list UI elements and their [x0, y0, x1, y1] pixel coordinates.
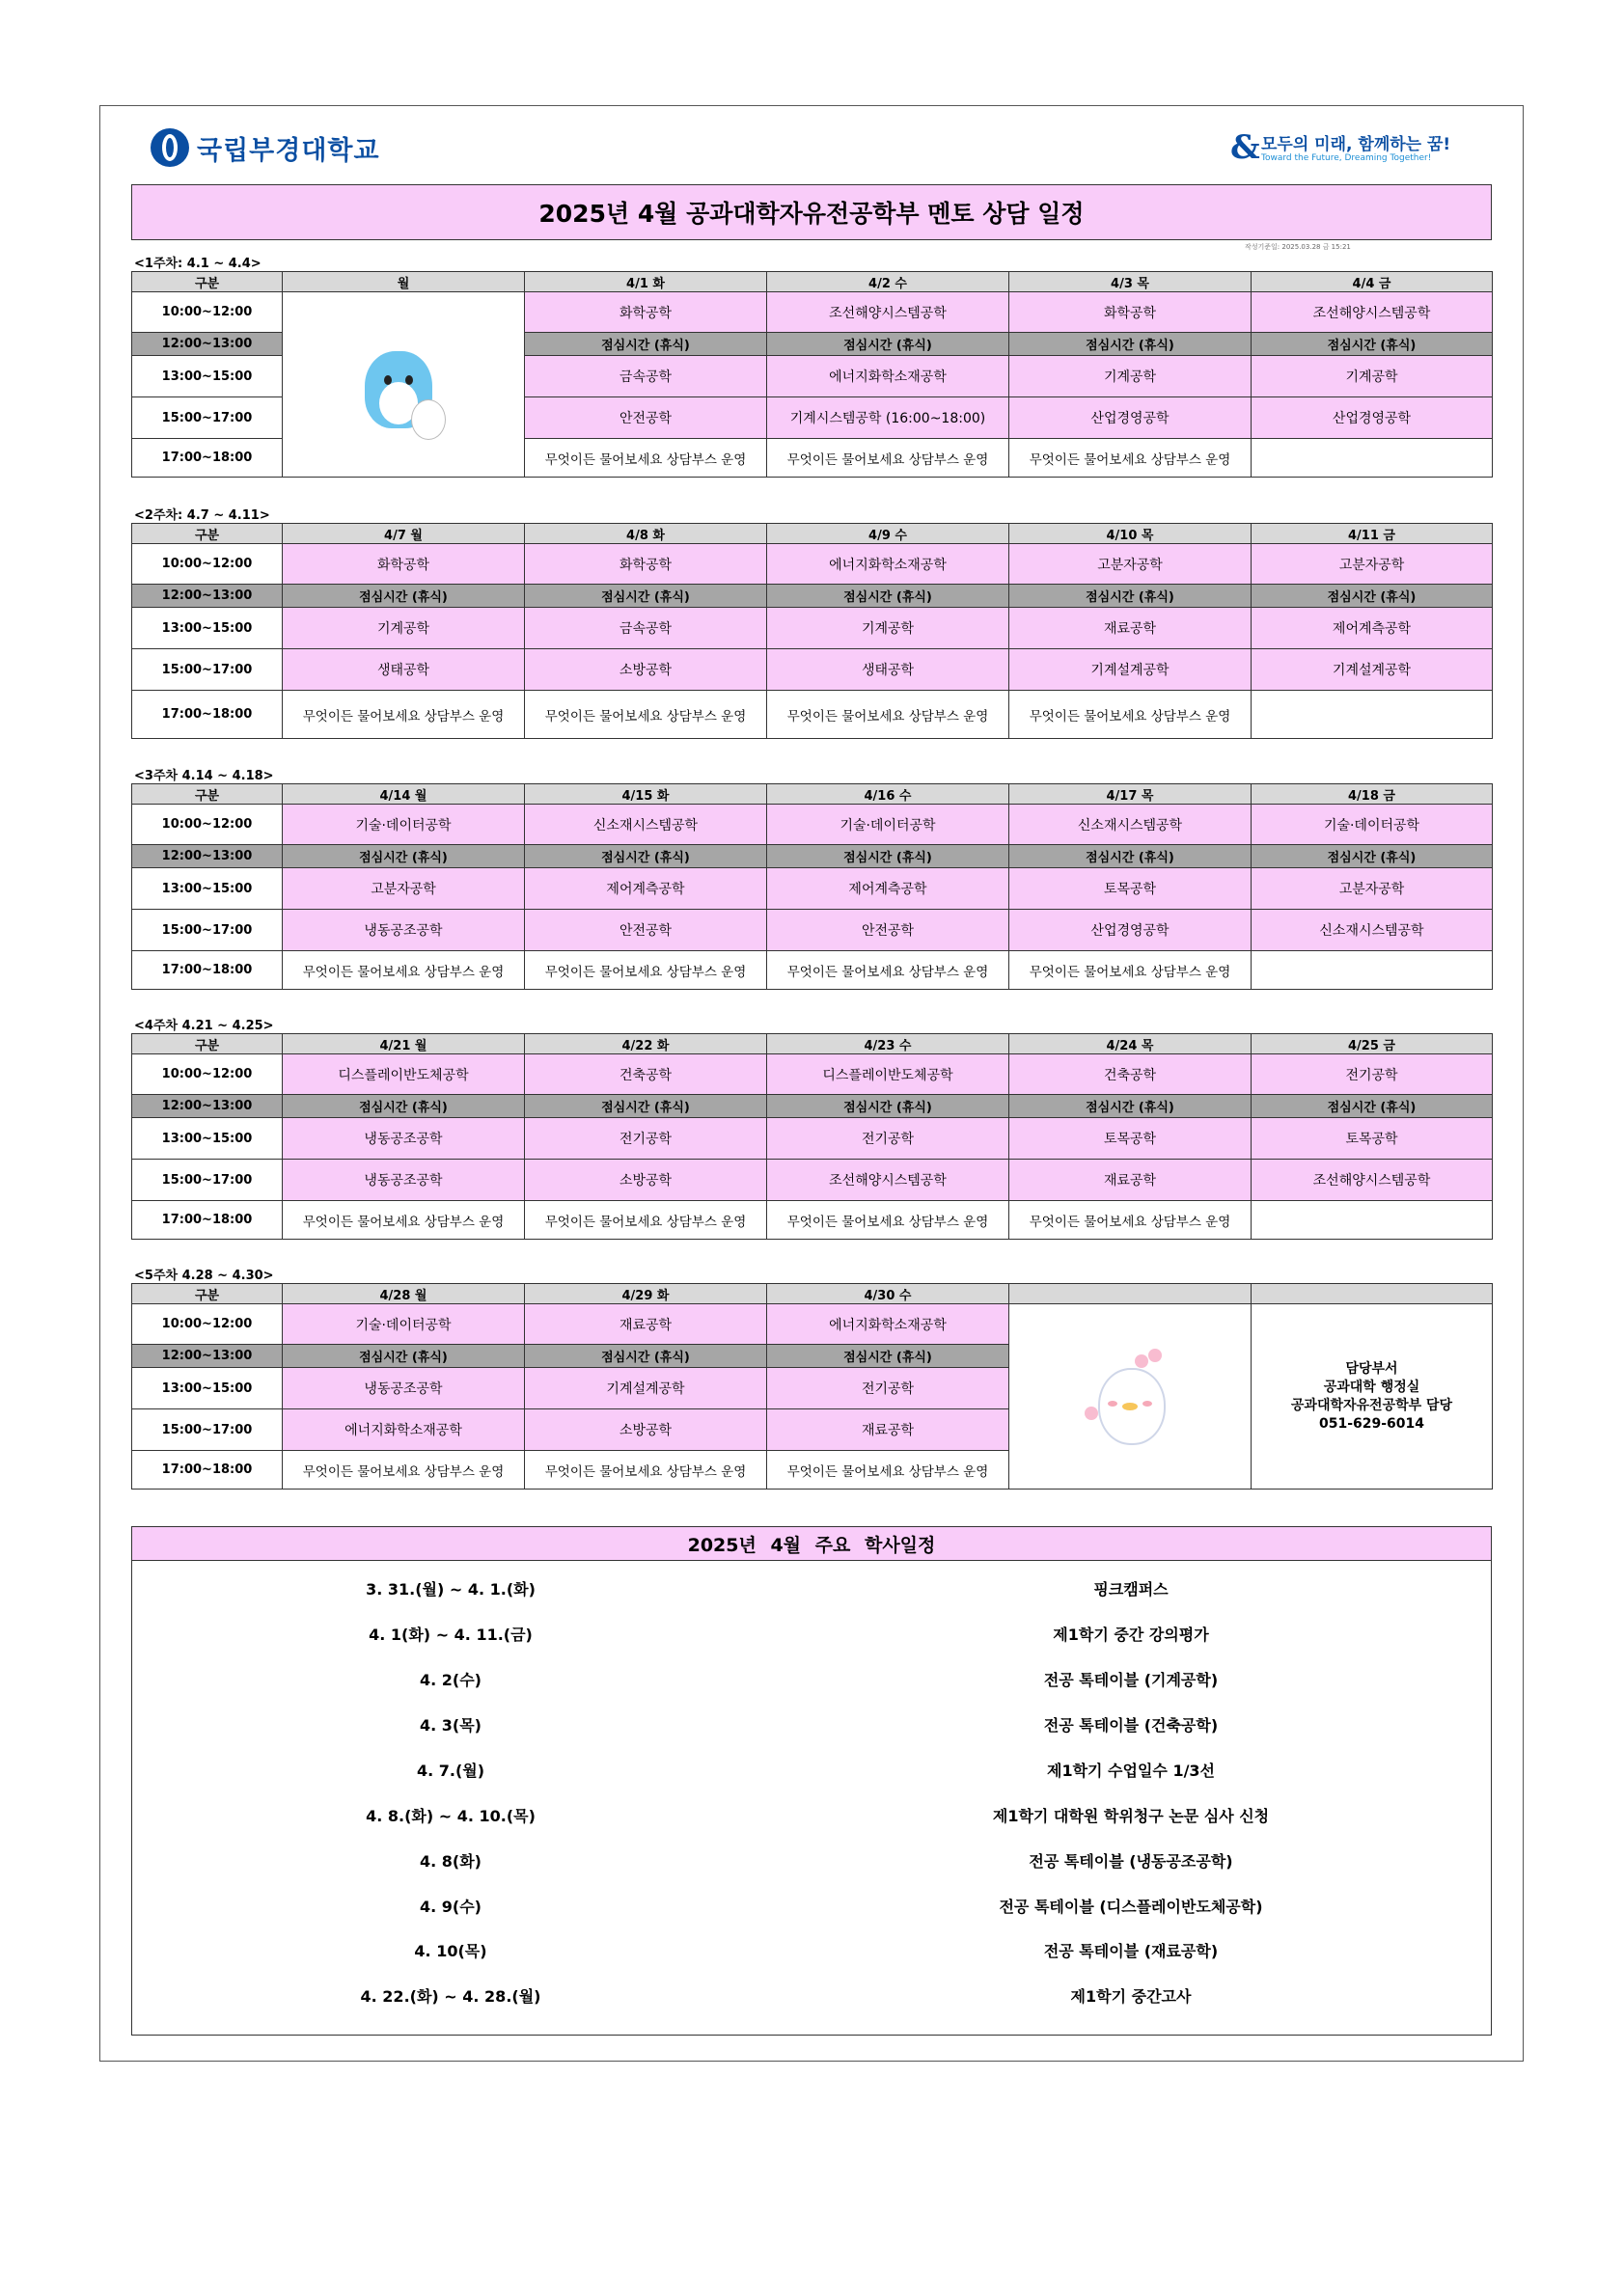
column-header: 구분: [132, 784, 283, 805]
mentor-major-cell: 신소재시스템공학: [1009, 805, 1252, 845]
column-header: 구분: [132, 524, 283, 544]
mentor-major-cell: 에너지화학소재공학: [283, 1409, 525, 1451]
lunch-row: [132, 585, 1493, 608]
time-slot-cell: 13:00~15:00: [132, 1368, 283, 1409]
lunch-cell: 점심시간 (휴식): [1009, 845, 1252, 868]
column-header: 4/16 수: [767, 784, 1009, 805]
time-slot-cell: 13:00~15:00: [132, 868, 283, 910]
time-slot-cell: 13:00~15:00: [132, 608, 283, 649]
table-header-row: [132, 524, 1493, 544]
page-title: 2025년 4월 공과대학자유전공학부 멘토 상담 일정: [131, 184, 1492, 240]
contact-cell: [1252, 1304, 1493, 1490]
mentor-major-cell: 재료공학: [767, 1409, 1009, 1451]
column-header: 4/2 수: [767, 272, 1009, 292]
academic-date: 4. 22.(화) ~ 4. 28.(월): [360, 1987, 541, 2006]
lunch-cell: 점심시간 (휴식): [525, 1095, 767, 1118]
consult-booth-cell: 무엇이든 물어보세요 상담부스 운영: [283, 1451, 525, 1490]
mascot-eye: [405, 375, 413, 385]
mentor-major-cell: 산업경영공학: [1252, 397, 1493, 439]
mentor-major-cell: 소방공학: [525, 649, 767, 691]
mentor-major-cell: 생태공학: [283, 649, 525, 691]
lunch-cell: 점심시간 (휴식): [767, 1095, 1009, 1118]
lunch-cell: 점심시간 (휴식): [525, 585, 767, 608]
table-row: [132, 910, 1493, 951]
mentor-major-cell: 조선해양시스템공학: [1252, 292, 1493, 333]
time-slot-cell: 10:00~12:00: [132, 805, 283, 845]
table-row: [132, 649, 1493, 691]
column-header: 4/24 목: [1009, 1034, 1252, 1054]
lunch-row: [132, 845, 1493, 868]
time-slot-cell: 15:00~17:00: [132, 649, 283, 691]
mentor-major-cell: 신소재시스템공학: [1252, 910, 1493, 951]
time-slot-cell: 15:00~17:00: [132, 910, 283, 951]
mentor-major-cell: 화학공학: [525, 544, 767, 585]
academic-event: 전공 톡테이블 (재료공학): [1043, 1942, 1219, 1960]
mentor-major-cell: 냉동공조공학: [283, 1160, 525, 1201]
academic-event: 제1학기 중간 강의평가: [1053, 1626, 1209, 1644]
flower-icon: [1148, 1349, 1162, 1362]
table-header-row: [132, 1284, 1493, 1304]
column-header: [1009, 1284, 1252, 1304]
column-header: 4/14 월: [283, 784, 525, 805]
time-slot-cell: 12:00~13:00: [132, 333, 283, 356]
lunch-cell: 점심시간 (휴식): [1009, 333, 1252, 356]
slogan-logo: [1230, 128, 1452, 171]
time-slot-cell: 10:00~12:00: [132, 292, 283, 333]
time-slot-cell: 15:00~17:00: [132, 1409, 283, 1451]
lunch-cell: 점심시간 (휴식): [525, 1345, 767, 1368]
consult-booth-cell: 무엇이든 물어보세요 상담부스 운영: [1009, 1201, 1252, 1240]
week-schedule-table: [131, 523, 1493, 739]
lunch-cell: 점심시간 (휴식): [767, 845, 1009, 868]
lunch-cell: 점심시간 (휴식): [1009, 585, 1252, 608]
column-header: 4/8 화: [525, 524, 767, 544]
time-slot-cell: 13:00~15:00: [132, 356, 283, 397]
academic-event: 전공 톡테이블 (건축공학): [1043, 1716, 1219, 1735]
column-header: 4/9 수: [767, 524, 1009, 544]
column-header: 4/7 월: [283, 524, 525, 544]
week-label: <3주차 4.14 ~ 4.18>: [134, 769, 274, 783]
mascot-cheek: [1142, 1401, 1152, 1407]
empty-cell: [1252, 691, 1493, 739]
mentor-major-cell: 전기공학: [525, 1118, 767, 1160]
consult-booth-cell: 무엇이든 물어보세요 상담부스 운영: [1009, 439, 1252, 478]
mentor-major-cell: 전기공학: [767, 1118, 1009, 1160]
column-header: [1252, 1284, 1493, 1304]
academic-event: 제1학기 대학원 학위청구 논문 심사 신청: [992, 1807, 1270, 1825]
lunch-cell: 점심시간 (휴식): [1009, 1095, 1252, 1118]
academic-date: 4. 9(수): [420, 1898, 482, 1916]
mentor-major-cell: 소방공학: [525, 1409, 767, 1451]
consult-booth-cell: 무엇이든 물어보세요 상담부스 운영: [525, 1451, 767, 1490]
mentor-major-cell: 냉동공조공학: [283, 1118, 525, 1160]
mentor-major-cell: 디스플레이반도체공학: [767, 1054, 1009, 1095]
mentor-major-cell: 기술·데이터공학: [283, 805, 525, 845]
column-header: 구분: [132, 1034, 283, 1054]
consult-booth-cell: 무엇이든 물어보세요 상담부스 운영: [283, 1201, 525, 1240]
column-header: 4/1 화: [525, 272, 767, 292]
time-slot-cell: 17:00~18:00: [132, 1451, 283, 1490]
table-row: [132, 868, 1493, 910]
column-header: 4/23 수: [767, 1034, 1009, 1054]
contact-line2: 공과대학 행정실: [1323, 1379, 1420, 1395]
contact-line1: 담당부서: [1345, 1360, 1398, 1377]
academic-schedule-item: [132, 1623, 1491, 1646]
contact-info: [1252, 1360, 1492, 1434]
mentor-major-cell: 기술·데이터공학: [283, 1304, 525, 1345]
column-header: 4/29 화: [525, 1284, 767, 1304]
lunch-cell: 점심시간 (휴식): [525, 845, 767, 868]
mascot-cell: [283, 292, 525, 478]
mentor-major-cell: 소방공학: [525, 1160, 767, 1201]
time-slot-cell: 17:00~18:00: [132, 691, 283, 739]
column-header: 4/4 금: [1252, 272, 1493, 292]
empty-cell: [1252, 1201, 1493, 1240]
lunch-cell: 점심시간 (휴식): [283, 845, 525, 868]
column-header: 4/17 목: [1009, 784, 1252, 805]
mentor-major-cell: 기계설계공학: [525, 1368, 767, 1409]
mentor-major-cell: 안전공학: [767, 910, 1009, 951]
mentor-major-cell: 제어계측공학: [1252, 608, 1493, 649]
mentor-major-cell: 화학공학: [525, 292, 767, 333]
academic-schedule-item: [132, 1939, 1491, 1962]
mentor-major-cell: 토목공학: [1252, 1118, 1493, 1160]
mentor-major-cell: 전기공학: [767, 1368, 1009, 1409]
time-slot-cell: 10:00~12:00: [132, 1054, 283, 1095]
academic-schedule-item: [132, 1849, 1491, 1872]
table-row: [132, 805, 1493, 845]
mentor-major-cell: 산업경영공학: [1009, 910, 1252, 951]
table-row: [132, 608, 1493, 649]
mentor-major-cell: 신소재시스템공학: [525, 805, 767, 845]
academic-date: 4. 2(수): [420, 1671, 482, 1689]
mentor-major-cell: 재료공학: [1009, 1160, 1252, 1201]
time-slot-cell: 10:00~12:00: [132, 1304, 283, 1345]
lunch-cell: 점심시간 (휴식): [1252, 333, 1493, 356]
mascot-eye: [384, 375, 392, 385]
column-header: 4/30 수: [767, 1284, 1009, 1304]
flower-icon: [1085, 1407, 1098, 1420]
table-row: [132, 1304, 1493, 1345]
academic-schedule-item: [132, 1759, 1491, 1782]
column-header: 4/25 금: [1252, 1034, 1493, 1054]
week-schedule-table: [131, 1033, 1493, 1240]
academic-event: 핑크캠퍼스: [1093, 1580, 1169, 1599]
mentor-major-cell: 화학공학: [283, 544, 525, 585]
mentor-major-cell: 화학공학: [1009, 292, 1252, 333]
empty-cell: [1252, 439, 1493, 478]
academic-schedule-list: [131, 1560, 1492, 2036]
time-slot-cell: 17:00~18:00: [132, 1201, 283, 1240]
consult-booth-cell: 무엇이든 물어보세요 상담부스 운영: [525, 1201, 767, 1240]
slogan-sub: Toward the Future, Dreaming Together!: [1261, 153, 1432, 163]
mentor-major-cell: 조선해양시스템공학: [767, 1160, 1009, 1201]
mentor-major-cell: 기계공학: [1252, 356, 1493, 397]
time-slot-cell: 12:00~13:00: [132, 1345, 283, 1368]
week-schedule-table: [131, 271, 1493, 478]
academic-date: 4. 8.(화) ~ 4. 10.(목): [366, 1807, 536, 1825]
mentor-major-cell: 기계공학: [283, 608, 525, 649]
contact-line3: 공과대학자유전공학부 담당: [1290, 1397, 1453, 1413]
mentor-major-cell: 건축공학: [1009, 1054, 1252, 1095]
lunch-row: [132, 1095, 1493, 1118]
consult-booth-cell: 무엇이든 물어보세요 상담부스 운영: [283, 691, 525, 739]
academic-event: 전공 톡테이블 (냉동공조공학): [1029, 1852, 1233, 1871]
academic-schedule-item: [132, 1804, 1491, 1827]
mentor-major-cell: 기계공학: [1009, 356, 1252, 397]
mascot-beak: [1122, 1403, 1138, 1410]
lunch-cell: 점심시간 (휴식): [1252, 1095, 1493, 1118]
table-header-row: [132, 1034, 1493, 1054]
column-header: 4/21 월: [283, 1034, 525, 1054]
mentor-major-cell: 산업경영공학: [1009, 397, 1252, 439]
column-header: 구분: [132, 1284, 283, 1304]
academic-schedule-item: [132, 1668, 1491, 1691]
university-logo-text: 국립부경대학교: [197, 135, 380, 166]
academic-date: 4. 10(목): [414, 1942, 487, 1960]
academic-event: 전공 톡테이블 (디스플레이반도체공학): [999, 1898, 1263, 1916]
week-label: <5주차 4.28 ~ 4.30>: [134, 1269, 274, 1283]
mentor-major-cell: 조선해양시스템공학: [1252, 1160, 1493, 1201]
academic-date: 4. 8(화): [420, 1852, 482, 1871]
academic-date: 4. 7.(월): [416, 1762, 485, 1780]
consult-booth-cell: 무엇이든 물어보세요 상담부스 운영: [767, 951, 1009, 990]
column-header: 4/18 금: [1252, 784, 1493, 805]
column-header: 4/28 월: [283, 1284, 525, 1304]
time-slot-cell: 17:00~18:00: [132, 951, 283, 990]
time-slot-cell: 13:00~15:00: [132, 1118, 283, 1160]
academic-date: 4. 3(목): [420, 1716, 482, 1735]
column-header: 4/3 목: [1009, 272, 1252, 292]
lunch-cell: 점심시간 (휴식): [283, 585, 525, 608]
mentor-major-cell: 에너지화학소재공학: [767, 356, 1009, 397]
column-header: 4/10 목: [1009, 524, 1252, 544]
mentor-major-cell: 기계설계공학: [1009, 649, 1252, 691]
mentor-major-cell: 안전공학: [525, 397, 767, 439]
mentor-major-cell: 금속공학: [525, 608, 767, 649]
lunch-cell: 점심시간 (휴식): [1252, 585, 1493, 608]
mentor-major-cell: 고분자공학: [283, 868, 525, 910]
mentor-major-cell: 토목공학: [1009, 868, 1252, 910]
slogan-main: 모두의 미래, 함께하는 꿈!: [1261, 135, 1451, 154]
academic-schedule-item: [132, 1713, 1491, 1736]
academic-schedule-item: [132, 1577, 1491, 1600]
empty-cell: [1252, 951, 1493, 990]
column-header: 4/15 화: [525, 784, 767, 805]
lunch-cell: 점심시간 (휴식): [767, 333, 1009, 356]
time-slot-cell: 15:00~17:00: [132, 397, 283, 439]
consult-booth-cell: 무엇이든 물어보세요 상담부스 운영: [1009, 951, 1252, 990]
mentor-major-cell: 제어계측공학: [767, 868, 1009, 910]
mentor-major-cell: 냉동공조공학: [283, 910, 525, 951]
mentor-major-cell: 기계설계공학: [1252, 649, 1493, 691]
mentor-major-cell: 생태공학: [767, 649, 1009, 691]
mentor-major-cell: 고분자공학: [1252, 868, 1493, 910]
mentor-major-cell: 기계시스템공학 (16:00~18:00): [767, 397, 1009, 439]
consult-booth-cell: 무엇이든 물어보세요 상담부스 운영: [525, 439, 767, 478]
consult-booth-cell: 무엇이든 물어보세요 상담부스 운영: [767, 439, 1009, 478]
lunch-cell: 점심시간 (휴식): [283, 1345, 525, 1368]
mentor-major-cell: 전기공학: [1252, 1054, 1493, 1095]
consult-booth-cell: 무엇이든 물어보세요 상담부스 운영: [767, 1451, 1009, 1490]
consult-booth-cell: 무엇이든 물어보세요 상담부스 운영: [767, 1201, 1009, 1240]
academic-date: 4. 1(화) ~ 4. 11.(금): [369, 1626, 533, 1644]
academic-event: 제1학기 수업일수 1/3선: [1046, 1762, 1216, 1780]
mentor-major-cell: 에너지화학소재공학: [767, 1304, 1009, 1345]
week-label: <2주차: 4.7 ~ 4.11>: [134, 508, 270, 523]
table-row: [132, 1201, 1493, 1240]
mentor-major-cell: 제어계측공학: [525, 868, 767, 910]
academic-event: 전공 톡테이블 (기계공학): [1043, 1671, 1219, 1689]
table-row: [132, 691, 1493, 739]
mentor-major-cell: 재료공학: [1009, 608, 1252, 649]
mentor-major-cell: 조선해양시스템공학: [767, 292, 1009, 333]
table-row: [132, 1118, 1493, 1160]
consult-booth-cell: 무엇이든 물어보세요 상담부스 운영: [1009, 691, 1252, 739]
table-header-row: [132, 272, 1493, 292]
mentor-major-cell: 고분자공학: [1252, 544, 1493, 585]
time-slot-cell: 17:00~18:00: [132, 439, 283, 478]
consult-booth-cell: 무엇이든 물어보세요 상담부스 운영: [767, 691, 1009, 739]
consult-booth-cell: 무엇이든 물어보세요 상담부스 운영: [525, 951, 767, 990]
week-label: <4주차 4.21 ~ 4.25>: [134, 1019, 274, 1033]
week-schedule-table: [131, 1283, 1493, 1490]
academic-schedule-title: 2025년 4월 주요 학사일정: [131, 1526, 1492, 1561]
mentor-major-cell: 냉동공조공학: [283, 1368, 525, 1409]
consult-booth-cell: 무엇이든 물어보세요 상담부스 운영: [525, 691, 767, 739]
time-slot-cell: 10:00~12:00: [132, 544, 283, 585]
time-slot-cell: 12:00~13:00: [132, 1095, 283, 1118]
column-header: 4/22 화: [525, 1034, 767, 1054]
seagull-mascot-image: [1077, 1339, 1183, 1455]
university-emblem-icon: [151, 128, 189, 167]
mentor-major-cell: 기술·데이터공학: [1252, 805, 1493, 845]
mentor-major-cell: 건축공학: [525, 1054, 767, 1095]
lunch-cell: 점심시간 (휴식): [1252, 845, 1493, 868]
mentor-major-cell: 재료공학: [525, 1304, 767, 1345]
academic-event: 제1학기 중간고사: [1070, 1987, 1192, 2006]
mentor-major-cell: 에너지화학소재공학: [767, 544, 1009, 585]
lunch-cell: 점심시간 (휴식): [525, 333, 767, 356]
time-slot-cell: 12:00~13:00: [132, 845, 283, 868]
mentor-major-cell: 기계공학: [767, 608, 1009, 649]
ampersand-logo-icon: &: [1230, 128, 1260, 167]
table-header-row: [132, 784, 1493, 805]
lunch-cell: 점심시간 (휴식): [283, 1095, 525, 1118]
lunch-cell: 점심시간 (휴식): [767, 1345, 1009, 1368]
flower-icon: [1135, 1354, 1148, 1368]
mentor-major-cell: 고분자공학: [1009, 544, 1252, 585]
column-header: 4/11 금: [1252, 524, 1493, 544]
table-row: [132, 292, 1493, 333]
contact-line4: 051-629-6014: [1318, 1415, 1425, 1432]
table-row: [132, 1160, 1493, 1201]
lunch-cell: 점심시간 (휴식): [767, 585, 1009, 608]
academic-date: 3. 31.(월) ~ 4. 1.(화): [366, 1580, 536, 1599]
column-header: 구분: [132, 272, 283, 292]
mentor-major-cell: 디스플레이반도체공학: [283, 1054, 525, 1095]
whale-mascot-image: [345, 322, 461, 448]
mentor-major-cell: 토목공학: [1009, 1118, 1252, 1160]
chick-mascot: [411, 399, 446, 440]
mentor-major-cell: 기술·데이터공학: [767, 805, 1009, 845]
table-row: [132, 544, 1493, 585]
written-date: 작성기준일: 2025.03.28 금 15:21: [1245, 243, 1351, 251]
week-label: <1주차: 4.1 ~ 4.4>: [134, 257, 261, 271]
consult-booth-cell: 무엇이든 물어보세요 상담부스 운영: [283, 951, 525, 990]
time-slot-cell: 15:00~17:00: [132, 1160, 283, 1201]
table-row: [132, 951, 1493, 990]
week-schedule-table: [131, 783, 1493, 990]
mascot-cheek: [1108, 1401, 1117, 1407]
academic-schedule-item: [132, 1895, 1491, 1918]
mascot-cell: [1009, 1304, 1252, 1490]
time-slot-cell: 12:00~13:00: [132, 585, 283, 608]
mentor-major-cell: 금속공학: [525, 356, 767, 397]
academic-schedule-item: [132, 1984, 1491, 2008]
mentor-major-cell: 안전공학: [525, 910, 767, 951]
university-logo: [151, 127, 380, 168]
table-row: [132, 1054, 1493, 1095]
column-header: 월: [283, 272, 525, 292]
